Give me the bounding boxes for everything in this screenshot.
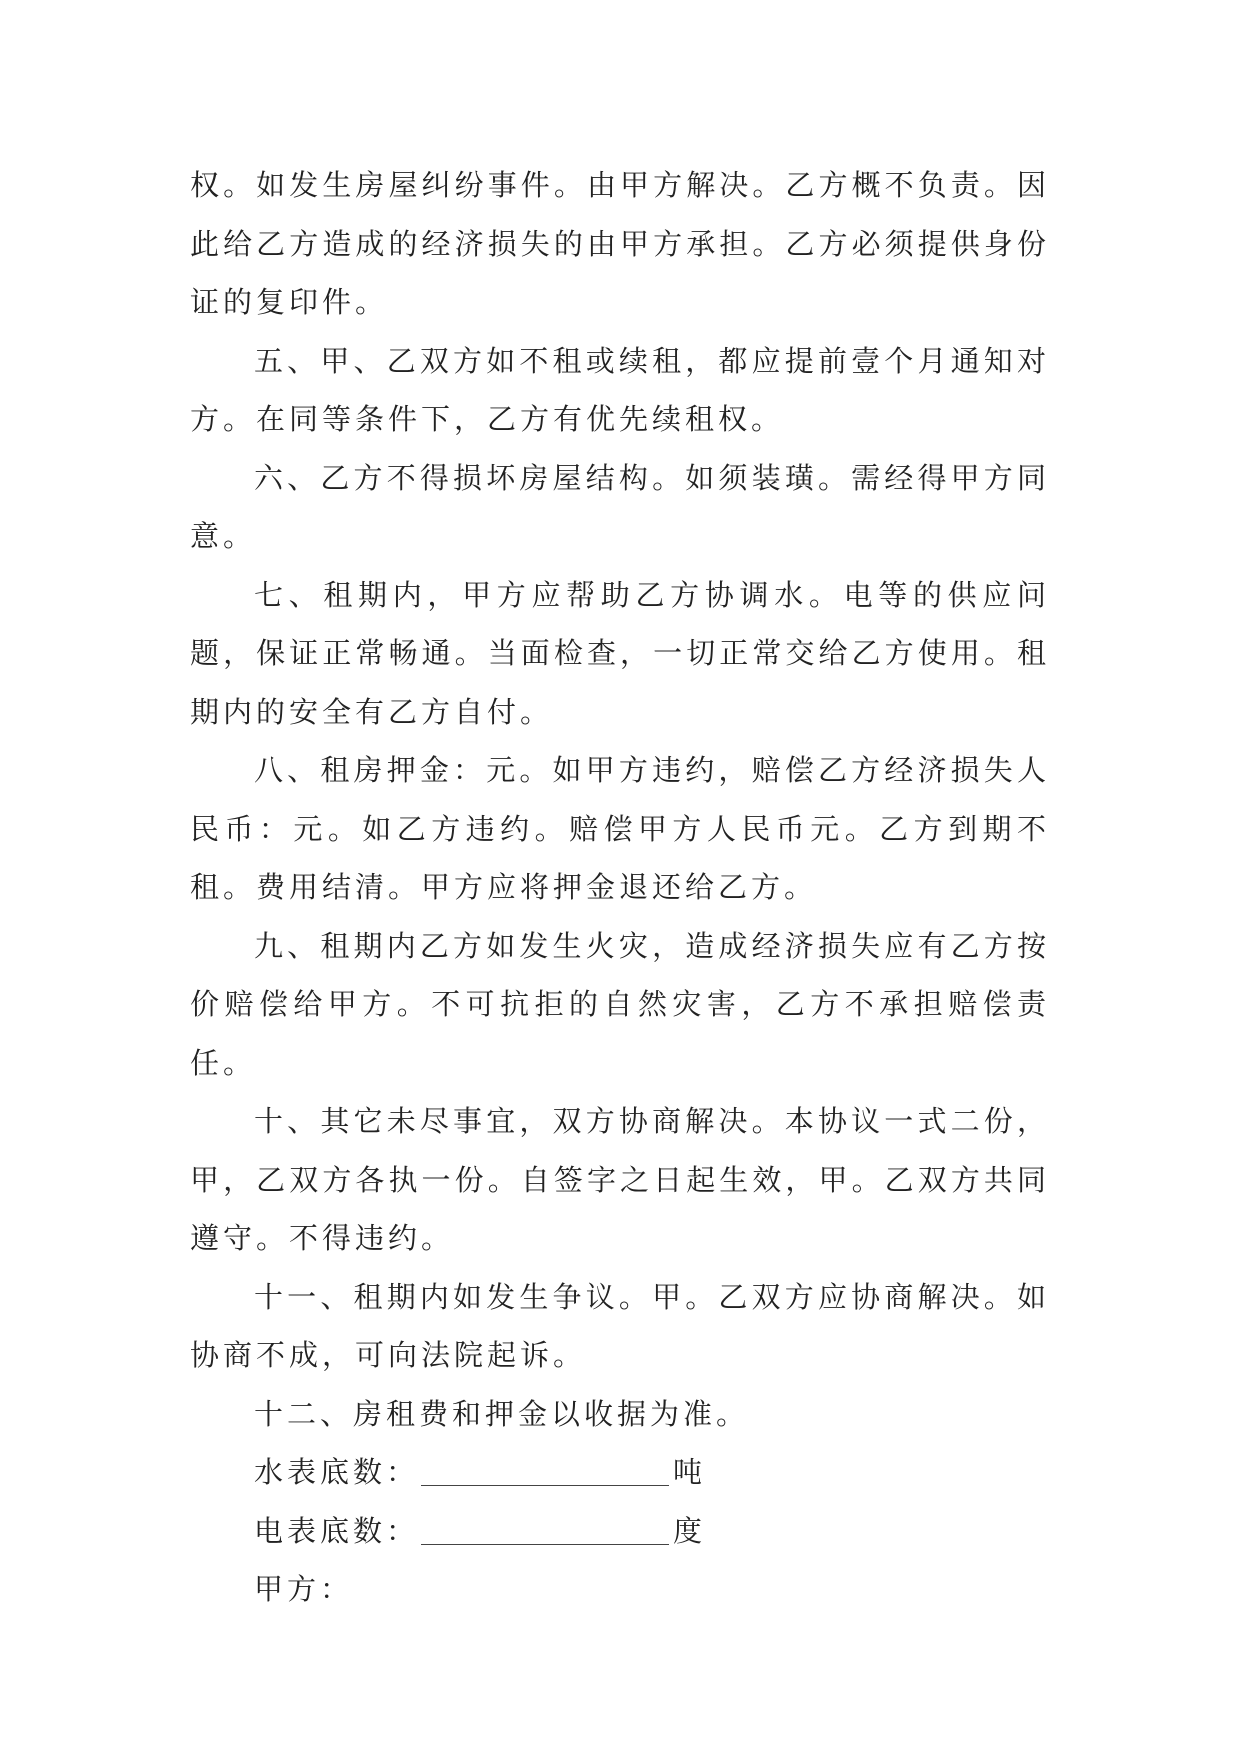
paragraph-10: 十、其它未尽事宜，双方协商解决。本协议一式二份，甲，乙双方各执一份。自签字之日起生效，甲。乙双方共同遵守。不得违约。 — [190, 1104, 1050, 1255]
document-body — [190, 156, 1050, 1619]
paragraph-1: 权。如发生房屋纠纷事件。由甲方解决。乙方概不负责。因此给乙方造成的经济损失的由甲方承担。乙方必须提供身份证的复印件。 — [190, 168, 1050, 319]
electric-meter-line — [190, 1502, 1050, 1561]
paragraph-9: 九、租期内乙方如发生火灾，造成经济损失应有乙方按价赔偿给甲方。不可抗拒的自然灾害，乙方不承担赔偿责任。 — [190, 928, 1050, 1080]
party-a-label: 甲方： — [254, 1572, 354, 1606]
paragraph-8: 八、租房押金：元。如甲方违约，赔偿乙方经济损失人民币：元。如乙方违约。赔偿甲方人民币元。乙方到期不租。费用结清。甲方应将押金退还给乙方。 — [190, 753, 1050, 904]
paragraph-7: 七、租期内，甲方应帮助乙方协调水。电等的供应问题，保证正常畅通。当面检查，一切正常交给乙方使用。租期内的安全有乙方自付。 — [190, 577, 1050, 729]
electric-meter-unit: 度 — [673, 1513, 707, 1548]
party-a-line — [190, 1560, 1050, 1619]
paragraph-11: 十一、租期内如发生争议。甲。乙双方应协商解决。如协商不成，可向法院起诉。 — [190, 1279, 1050, 1372]
paragraph-6: 六、乙方不得损坏房屋结构。如须装璜。需经得甲方同意。 — [190, 460, 1050, 553]
electric-meter-blank[interactable] — [421, 1512, 669, 1545]
paragraph-12: 十二、房租费和押金以收据为准。 — [254, 1396, 750, 1431]
water-meter-unit: 吨 — [673, 1455, 707, 1489]
water-meter-line — [190, 1443, 1050, 1502]
electric-meter-label: 电表底数： — [254, 1513, 420, 1548]
water-meter-blank[interactable] — [421, 1453, 669, 1486]
paragraph-5: 五、甲、乙双方如不租或续租，都应提前壹个月通知对方。在同等条件下，乙方有优先续租权。 — [190, 343, 1050, 436]
water-meter-label: 水表底数： — [254, 1455, 420, 1489]
